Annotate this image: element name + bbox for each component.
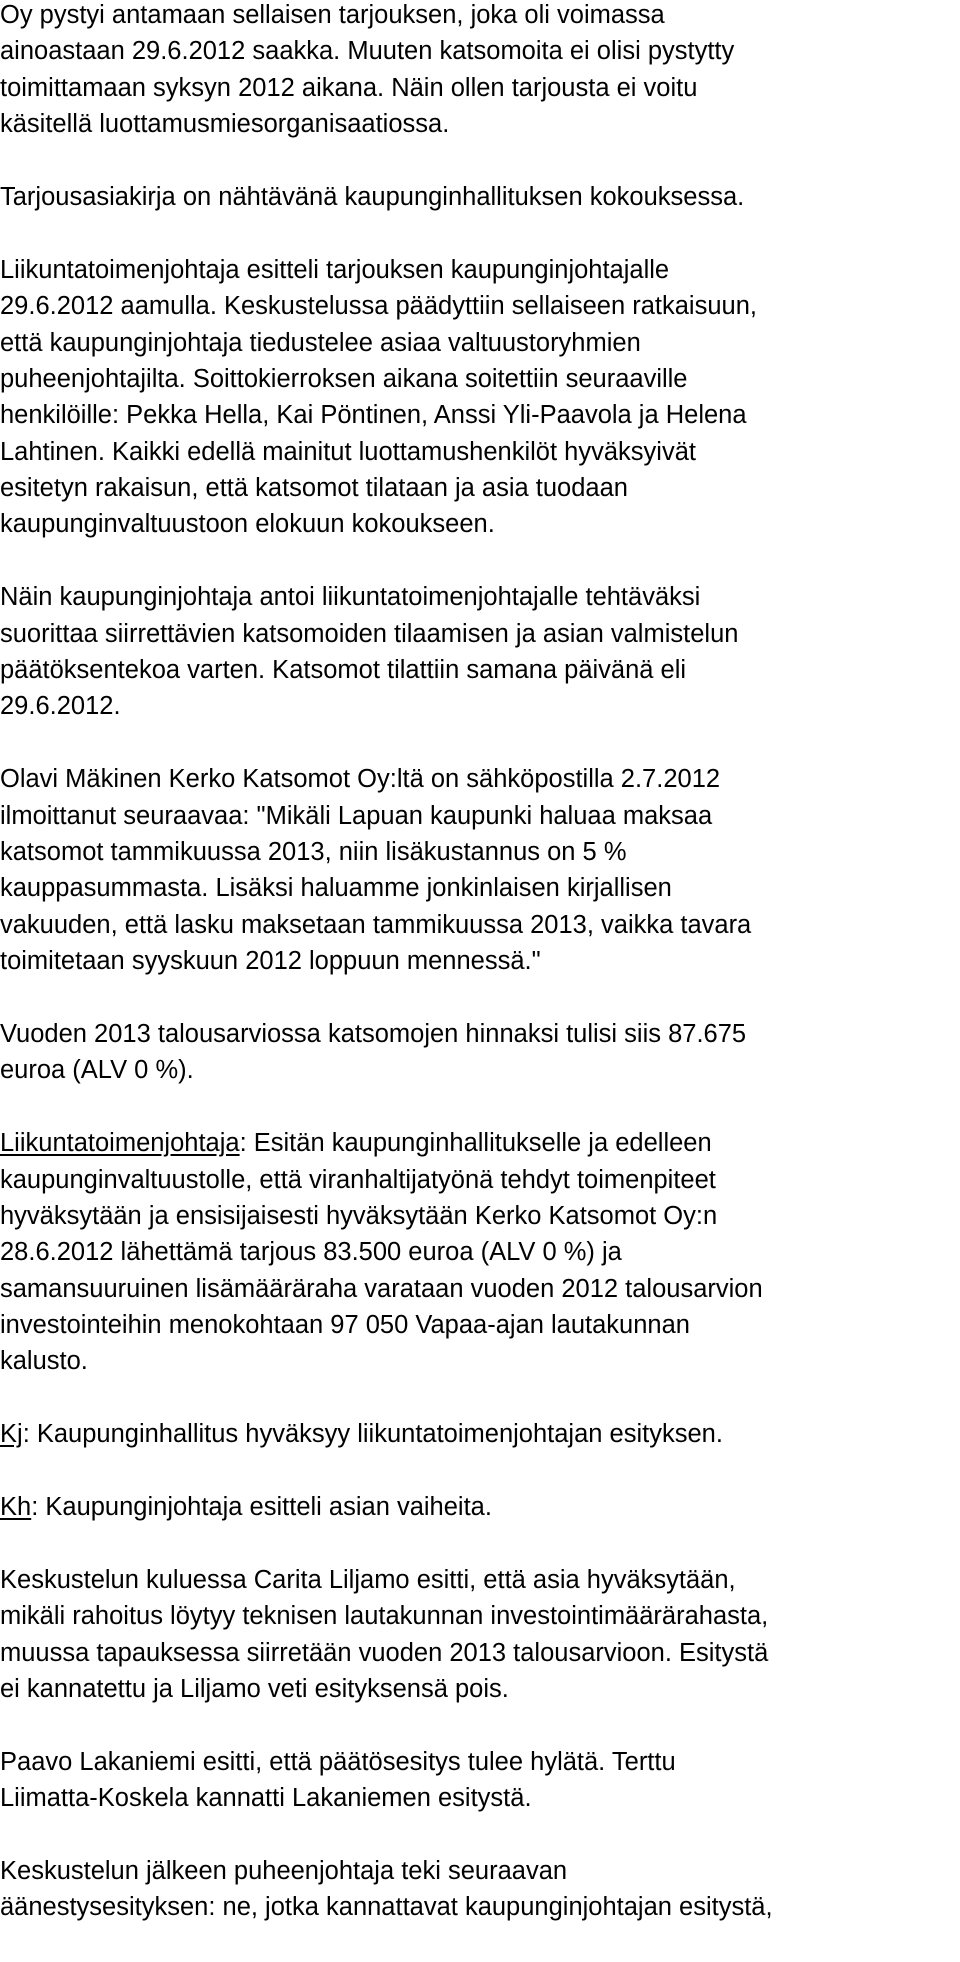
- text-line: kaupunginvaltuustolle, että viranhaltijatyönä tehdyt toimenpiteet: [0, 1165, 716, 1194]
- text-line: mikäli rahoitus löytyy teknisen lautakunnan investointimäärärahasta,: [0, 1602, 769, 1631]
- text-line: 29.6.2012.: [0, 692, 121, 721]
- paragraph-proposal-sports-director: [0, 1125, 960, 1380]
- paragraph-proposal-kj: [0, 1416, 960, 1452]
- text-line: että kaupunginjohtaja tiedustelee asiaa valtuustoryhmien: [0, 328, 641, 357]
- text-line: Tarjousasiakirja on nähtävänä kaupunginhallituksen kokouksessa.: [0, 182, 745, 211]
- text-line: Keskustelun jälkeen puheenjohtaja teki seuraavan: [0, 1856, 568, 1885]
- paragraph-presentation: [0, 252, 960, 543]
- text-line: [0, 1125, 960, 1161]
- paragraph-lakaniemi-proposal: [0, 1744, 960, 1817]
- text-line: hyväksytään ja ensisijaisesti hyväksytään Kerko Katsomot Oy:n: [0, 1201, 718, 1230]
- text-line: kaupunginvaltuustoon elokuun kokoukseen.: [0, 510, 495, 539]
- text-line: Vuoden 2013 talousarviossa katsomojen hinnaksi tulisi siis 87.675: [0, 1019, 747, 1048]
- text-line: toimittamaan syksyn 2012 aikana. Näin ollen tarjousta ei voitu: [0, 73, 698, 102]
- paragraph-offer-validity: [0, 0, 960, 143]
- text-line: [0, 1489, 960, 1525]
- text-line: päätöksentekoa varten. Katsomot tilattiin samana päivänä eli: [0, 656, 687, 685]
- text-line: 29.6.2012 aamulla. Keskustelussa päädyttiin sellaiseen ratkaisuun,: [0, 292, 757, 321]
- text-line: ei kannatettu ja Liljamo veti esityksensä pois.: [0, 1674, 509, 1703]
- paragraph-proposal-kh: [0, 1489, 960, 1525]
- text-line: Näin kaupunginjohtaja antoi liikuntatoimenjohtajalle tehtäväksi: [0, 583, 701, 612]
- text-line: Lahtinen. Kaikki edellä mainitut luottamushenkilöt hyväksyivät: [0, 437, 696, 466]
- paragraph-vote-proposal: [0, 1853, 960, 1926]
- text-line: esitetyn rakaisun, että katsomot tilataan ja asia tuodaan: [0, 474, 628, 503]
- text-line: euroa (ALV 0 %).: [0, 1056, 194, 1085]
- text-line: äänestysesityksen: ne, jotka kannattavat kaupunginjohtajan esitystä,: [0, 1893, 773, 1922]
- text-line: samansuuruinen lisämääräraha varataan vuoden 2012 talousarvion: [0, 1274, 763, 1303]
- proposal-text: : Esitän kaupunginhallitukselle ja edelleen: [239, 1129, 712, 1158]
- paragraph-liljamo-proposal: [0, 1562, 960, 1708]
- text-line: vakuuden, että lasku maksetaan tammikuussa 2013, vaikka tavara: [0, 910, 752, 939]
- text-line: Paavo Lakaniemi esitti, että päätösesitys tulee hylätä. Terttu: [0, 1747, 676, 1776]
- speaker-label: Kj: [0, 1420, 23, 1449]
- text-line: toimitetaan syyskuun 2012 loppuun mennessä.": [0, 947, 541, 976]
- text-line: kalusto.: [0, 1347, 88, 1376]
- paragraph-email-quote: [0, 761, 960, 979]
- proposal-text: : Kaupunginhallitus hyväksyy liikuntatoimenjohtajan esityksen.: [22, 1420, 723, 1449]
- text-line: henkilöille: Pekka Hella, Kai Pöntinen, Anssi Yli-Paavola ja Helena: [0, 401, 747, 430]
- text-line: ilmoittanut seuraavaa: "Mikäli Lapuan kaupunki haluaa maksaa: [0, 801, 713, 830]
- paragraph-budget-price: [0, 1016, 960, 1089]
- text-line: 28.6.2012 lähettämä tarjous 83.500 euroa (ALV 0 %) ja: [0, 1238, 622, 1267]
- text-line: suorittaa siirrettävien katsomoiden tilaamisen ja asian valmistelun: [0, 619, 739, 648]
- text-line: muussa tapauksessa siirretään vuoden 2013 talousarvioon. Esitystä: [0, 1638, 769, 1667]
- text-line: ainoastaan 29.6.2012 saakka. Muuten katsomoita ei olisi pystytty: [0, 37, 735, 66]
- text-line: puheenjohtajilta. Soittokierroksen aikana soitettiin seuraaville: [0, 364, 688, 393]
- text-line: käsitellä luottamusmiesorganisaatiossa.: [0, 110, 450, 139]
- speaker-label: Kh: [0, 1493, 32, 1522]
- speaker-label: Liikuntatoimenjohtaja: [0, 1129, 240, 1158]
- text-line: Oy pystyi antamaan sellaisen tarjouksen, joka oli voimassa: [0, 1, 665, 29]
- paragraph-mandate: [0, 579, 960, 725]
- text-line: katsomot tammikuussa 2013, niin lisäkustannus on 5 %: [0, 837, 627, 866]
- text-line: [0, 1416, 960, 1452]
- proposal-text: : Kaupunginjohtaja esitteli asian vaiheita.: [31, 1493, 492, 1522]
- text-line: investointeihin menokohtaan 97 050 Vapaa-ajan lautakunnan: [0, 1311, 690, 1340]
- text-line: kauppasummasta. Lisäksi haluamme jonkinlaisen kirjallisen: [0, 874, 672, 903]
- text-line: Keskustelun kuluessa Carita Liljamo esitti, että asia hyväksytään,: [0, 1565, 736, 1594]
- text-line: Liimatta-Koskela kannatti Lakaniemen esitystä.: [0, 1784, 532, 1813]
- text-line: Olavi Mäkinen Kerko Katsomot Oy:ltä on sähköpostilla 2.7.2012: [0, 765, 721, 794]
- paragraph-offer-document: [0, 179, 960, 215]
- text-line: Liikuntatoimenjohtaja esitteli tarjouksen kaupunginjohtajalle: [0, 255, 670, 284]
